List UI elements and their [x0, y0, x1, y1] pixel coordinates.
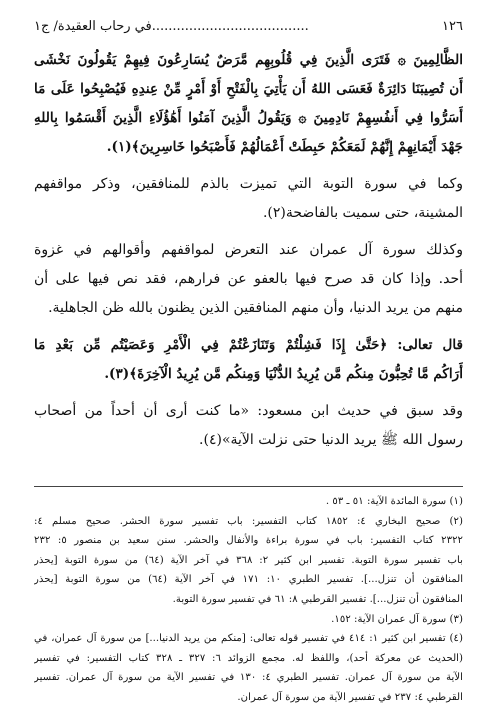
quran-verse-block [34, 46, 463, 162]
paragraph [34, 236, 463, 323]
footnote-divider [34, 486, 463, 487]
footnote [34, 512, 463, 610]
text-line: وقد سبق في حديث ابن مسعود: «ما كنت أرى أن أحداً من أصحاب [34, 403, 463, 419]
footnote [34, 492, 463, 512]
footnote-line: (٣) سورة آل عمران الآية: ١٥٢. [331, 613, 463, 625]
quran-verse-block [34, 331, 463, 389]
page-header [34, 14, 463, 38]
text-line: وكذلك سورة آل عمران عند التعرض لمواقفهم وأقوالهم في غزوة [34, 242, 463, 258]
footnote [34, 629, 463, 707]
running-title: ......................................في رحاب العقيدة/ ج١ [34, 18, 309, 34]
footnote [34, 610, 463, 630]
footnote-line: (١) سورة المائدة الآية: ٥١ ـ ٥٣ . [325, 496, 463, 507]
footnote-line: باب تفسير سورة التوبة. تفسير ابن كثير ٢: ٣٦٨ في آخر الآية (٦٤) من سورة التوبة [يحذر [34, 554, 463, 566]
footnote-line: ٢٣٢٢ كتاب التفسير: باب في سورة براءة والأنفال والحشر. سنن سعيد بن منصور ٥: ٢٣٢ [34, 535, 463, 547]
footnote-line: القرطبي ٤: ٢٣٧ في تفسير الآية من سورة آل عمران. [237, 691, 463, 703]
footnote-line: (٢) صحيح البخاري ٤: ١٨٥٢ كتاب التفسير: باب تفسير سورة الحشر. صحيح مسلم ٤: [34, 515, 463, 527]
footnote-line: (الحديث عن معركة أحد)، واللفظ له. مجمع الزوائد ٦: ٣٢٧ ـ ٣٢٨ كتاب التفسير: في تفسير [34, 652, 463, 664]
text-line: وكما في سورة التوبة التي تميزت بالذم للمنافقين، وذكر مواقفهم [34, 176, 463, 192]
paragraph [34, 170, 463, 228]
footnote-line: المنافقون أن تنزل...]. تفسير القرطبي ٨: ٦١ في تفسير سورة التوبة. [172, 593, 463, 605]
main-text [34, 46, 463, 463]
footnote-line: (٤) تفسير ابن كثير ١: ٤١٤ في تفسير قوله تعالى: [منكم من يريد الدنيا...] من سورة آل عمران، في [34, 633, 463, 645]
text-line: أَن تُصِيبَنَا دَائِرَةٌ فَعَسَى اللهُ أَن يَأْتِيَ بِالْفَتْحِ أَوْ أَمْرٍ مِّنْ عِندِهِ فَيُصْبِحُوا عَلَى مَا [34, 81, 463, 97]
text-line: منهم من يريد الدنيا، وأن منهم المنافقين الذين يظنون بالله ظن الجاهلية. [48, 300, 463, 316]
paragraph [34, 397, 463, 455]
text-line: أحد. وإذا كان قد صرح فيها بالعفو عن فرارهم، فقد نص فيها على أن [34, 271, 463, 287]
text-line: أَسَرُّوا فِي أَنفُسِهِمْ نَادِمِينَ ۞ وَيَقُولُ الَّذِينَ آمَنُوا أَهَٰؤُلَاءِ الَّذِينَ أَقْسَمُوا بِاللهِ [34, 110, 463, 126]
footnotes [34, 492, 463, 708]
text-line: جَهْدَ أَيْمَانِهِمْ إِنَّهُمْ لَمَعَكُمْ حَبِطَتْ أَعْمَالُهُمْ فَأَصْبَحُوا خَاسِرِينَ﴾(١). [106, 139, 463, 155]
footnote-line: المنافقون أن تنزل...]. تفسير الطبري ١٠: ١٧١ في آخر الآية (٦٤) من سورة التوبة [يحذر [34, 574, 463, 586]
text-line: قال تعالى: ﴿حَتَّىٰ إِذَا فَشِلْتُمْ وَتَنَازَعْتُمْ فِي الْأَمْرِ وَعَصَيْتُم مِّن بَعْدِ مَا [34, 337, 463, 353]
text-line: المشينة، حتى سميت بالفاضحة(٢). [262, 205, 463, 221]
footnote-line: الآية من سورة آل عمران. تفسير الطبري ٤: ١٣٠ في تفسير الآية من سورة آل عمران. تفسير [34, 672, 463, 684]
text-line: الظَّالِمِينَ ۞ فَتَرَى الَّذِينَ فِي قُلُوبِهِم مَّرَضٌ يُسَارِعُونَ فِيهِمْ يَقُولُونَ نَخْشَى [34, 52, 463, 68]
page-number: ١٢٦ [442, 18, 463, 34]
text-line: رسول الله ﷺ يريد الدنيا حتى نزلت الآية»(٤). [199, 432, 463, 448]
text-line: أَرَاكُم مَّا تُحِبُّونَ مِنكُم مَّن يُرِيدُ الدُّنْيَا وَمِنكُم مَّن يُرِيدُ الْآخِرَةَ﴾(٣). [104, 366, 463, 382]
